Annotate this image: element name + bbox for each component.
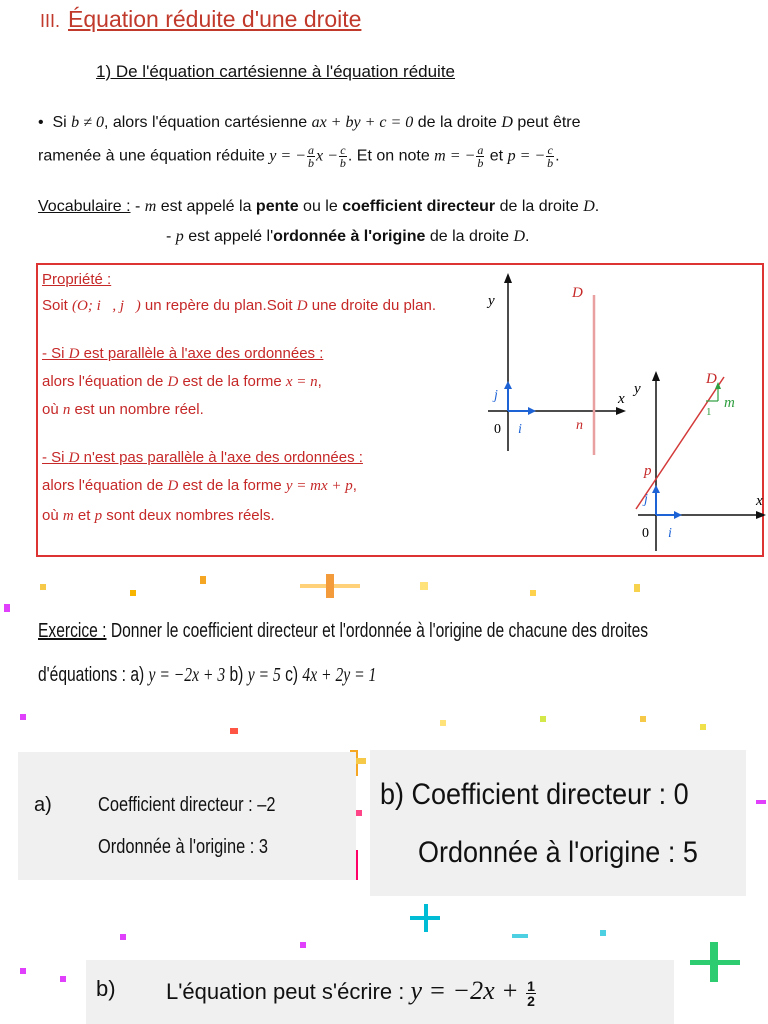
y-axis-arrow — [504, 273, 512, 283]
text: Soit — [42, 297, 73, 314]
frac-c-b-2 — [546, 144, 554, 169]
property-case-2-line-2 — [42, 507, 275, 525]
label-p: p — [644, 463, 652, 479]
text: de la droite — [425, 228, 514, 245]
den: b — [477, 156, 484, 170]
text: , alors l'équation cartésienne — [103, 114, 312, 131]
vector-i-arrow — [528, 407, 536, 415]
vector-j-arrow — [504, 381, 512, 389]
text: - Si — [42, 345, 69, 362]
answer-b-ord: Ordonnée à l'origine : 5 — [418, 836, 698, 869]
label-i: i — [518, 422, 522, 437]
math-equation: y = −2x + — [410, 976, 526, 1005]
math-equation-a: y = −2x + 3 — [148, 664, 226, 686]
vector-j-arrow — [652, 485, 660, 493]
text: et — [485, 147, 508, 165]
math-p: p — [175, 228, 184, 245]
line-D — [636, 377, 724, 509]
label-D: D — [706, 371, 717, 387]
frac-a-b — [307, 144, 315, 169]
property-line-1 — [42, 297, 436, 315]
intro-line-1 — [38, 114, 581, 132]
text: où — [42, 507, 63, 524]
math-x-n: x = n — [285, 374, 318, 390]
exercise-line-1 — [38, 620, 648, 643]
text: est parallèle à l'axe des ordonnées : — [79, 345, 324, 362]
num: 1 — [527, 977, 535, 994]
text: sont deux nombres réels. — [102, 507, 275, 524]
text: et — [73, 507, 95, 524]
label-j: j — [494, 388, 498, 403]
math-m: m — [62, 508, 74, 524]
property-title — [42, 271, 111, 288]
num: c — [340, 143, 346, 157]
text: une droite du plan. — [307, 297, 436, 314]
den: b — [339, 156, 346, 170]
text: ou le — [298, 198, 343, 215]
text: alors l'équation de — [42, 477, 168, 494]
graph-oblique-line — [598, 345, 768, 555]
text: . — [594, 198, 600, 215]
frac-a-b-2 — [476, 144, 484, 169]
text: est de la forme — [178, 373, 286, 390]
math-D: D — [296, 298, 308, 314]
text: alors l'équation de — [42, 373, 168, 390]
label-x: x — [618, 391, 625, 407]
text: où — [42, 401, 63, 418]
bullet: • — [38, 114, 44, 131]
text: de la droite — [413, 114, 502, 131]
text: ramenée à une équation réduite — [38, 147, 270, 165]
num: a — [477, 143, 484, 157]
text: est appelé la — [156, 198, 256, 215]
text: , — [352, 477, 357, 494]
text: est appelé l' — [183, 228, 274, 245]
math-equation-b: y = 5 — [247, 664, 281, 686]
text: n'est pas parallèle à l'axe des ordonnées : — [79, 449, 363, 466]
label-one: 1 — [706, 406, 712, 418]
label-i: i — [668, 526, 672, 541]
intro-line-2 — [38, 144, 560, 169]
text: de la droite — [495, 198, 584, 215]
frac-one-half — [526, 979, 536, 1008]
answer-c-label: b) — [96, 976, 116, 1001]
math-m: m — [144, 198, 157, 215]
text: , — [317, 373, 322, 390]
math-equation-c: 4x + 2y = 1 — [302, 664, 377, 686]
text: b) — [225, 664, 248, 686]
property-case-1-line-2 — [42, 401, 204, 419]
text: Si — [52, 114, 72, 131]
answer-card-c — [86, 960, 674, 1024]
text: d'équations : a) — [38, 664, 149, 686]
text: peut être — [512, 114, 581, 131]
vector-i-arrow — [674, 511, 682, 519]
math-x-minus: x − — [315, 147, 338, 165]
label-j: j — [644, 492, 648, 507]
label-y: y — [488, 293, 495, 309]
section-title — [40, 6, 361, 33]
x-axis-arrow — [756, 511, 766, 519]
exercise-statement: Donner le coefficient directeur et l'ordonnée à l'origine de chacune des droites — [106, 620, 649, 642]
answer-a-ord: Ordonnée à l'origine : 3 — [98, 836, 268, 858]
vocabulary-line-1 — [38, 198, 599, 216]
text: - Si — [42, 449, 69, 466]
property-box — [36, 263, 764, 557]
math-y-eq: y = − — [269, 147, 306, 165]
term-coefficient: coefficient directeur — [342, 198, 496, 215]
text: est un nombre réel. — [70, 401, 204, 418]
math-p: p — [94, 508, 103, 524]
answer-a-label: a) — [34, 794, 52, 816]
label-D: D — [572, 285, 583, 301]
label-origin: 0 — [642, 526, 649, 541]
property-case-1-heading — [42, 345, 323, 363]
text: un repère du plan.Soit — [140, 297, 297, 314]
math-D: D — [68, 450, 80, 466]
text: . — [555, 147, 560, 165]
section-number: III. — [40, 11, 61, 31]
label-m: m — [724, 395, 735, 411]
y-axis-arrow — [652, 371, 660, 381]
math-condition: b ≠ 0 — [71, 114, 104, 131]
label-x: x — [756, 493, 763, 509]
property-case-2-heading — [42, 449, 363, 467]
math-p-eq: p = − — [507, 147, 546, 165]
math-D: D — [167, 374, 179, 390]
den: 2 — [527, 992, 535, 1009]
frac-c-b — [339, 144, 347, 169]
math-n: n — [62, 402, 71, 418]
math-D: D — [583, 198, 595, 215]
exercise-line-2 — [38, 664, 376, 687]
den: b — [307, 156, 314, 170]
label-origin: 0 — [494, 422, 501, 437]
answer-card-b — [370, 750, 746, 896]
section-title-text: Équation réduite d'une droite — [68, 6, 362, 32]
text: - — [130, 198, 145, 215]
math-D: D — [68, 346, 80, 362]
label-y: y — [634, 381, 641, 397]
text: . Et on note — [347, 147, 435, 165]
text: c) — [280, 664, 303, 686]
property-case-2-line-1 — [42, 477, 357, 495]
math-D: D — [167, 478, 179, 494]
text: est de la forme — [178, 477, 286, 494]
vocabulary-line-2 — [166, 228, 529, 246]
text: - — [166, 228, 176, 245]
subsection-title: 1) De l'équation cartésienne à l'équation réduite — [96, 62, 456, 81]
term-ordonnee: ordonnée à l'origine — [273, 228, 426, 245]
answer-a-coef: Coefficient directeur : –2 — [98, 794, 276, 816]
math-repere: (O; i⃗, j⃗) — [72, 298, 141, 314]
answer-card-a — [18, 752, 356, 880]
math-cartesian-equation: ax + by + c = 0 — [311, 114, 414, 131]
label-n: n — [576, 418, 583, 433]
math-D: D — [501, 114, 513, 131]
math-y-mx-p: y = mx + p — [285, 478, 353, 494]
answer-b-coef: b) Coefficient directeur : 0 — [380, 778, 689, 811]
exercise-label: Exercice : — [38, 620, 107, 642]
den: b — [547, 156, 554, 170]
text: L'équation peut s'écrire : — [166, 979, 411, 1004]
property-title-text: Propriété : — [42, 271, 112, 288]
vocabulary-label: Vocabulaire : — [38, 198, 131, 215]
term-pente: pente — [255, 198, 299, 215]
num: c — [547, 143, 553, 157]
text: . — [525, 228, 530, 245]
math-m-eq: m = − — [434, 147, 476, 165]
property-case-1-line-1 — [42, 373, 322, 391]
num: a — [307, 143, 314, 157]
math-D: D — [513, 228, 526, 245]
answer-c-line — [166, 976, 537, 1008]
